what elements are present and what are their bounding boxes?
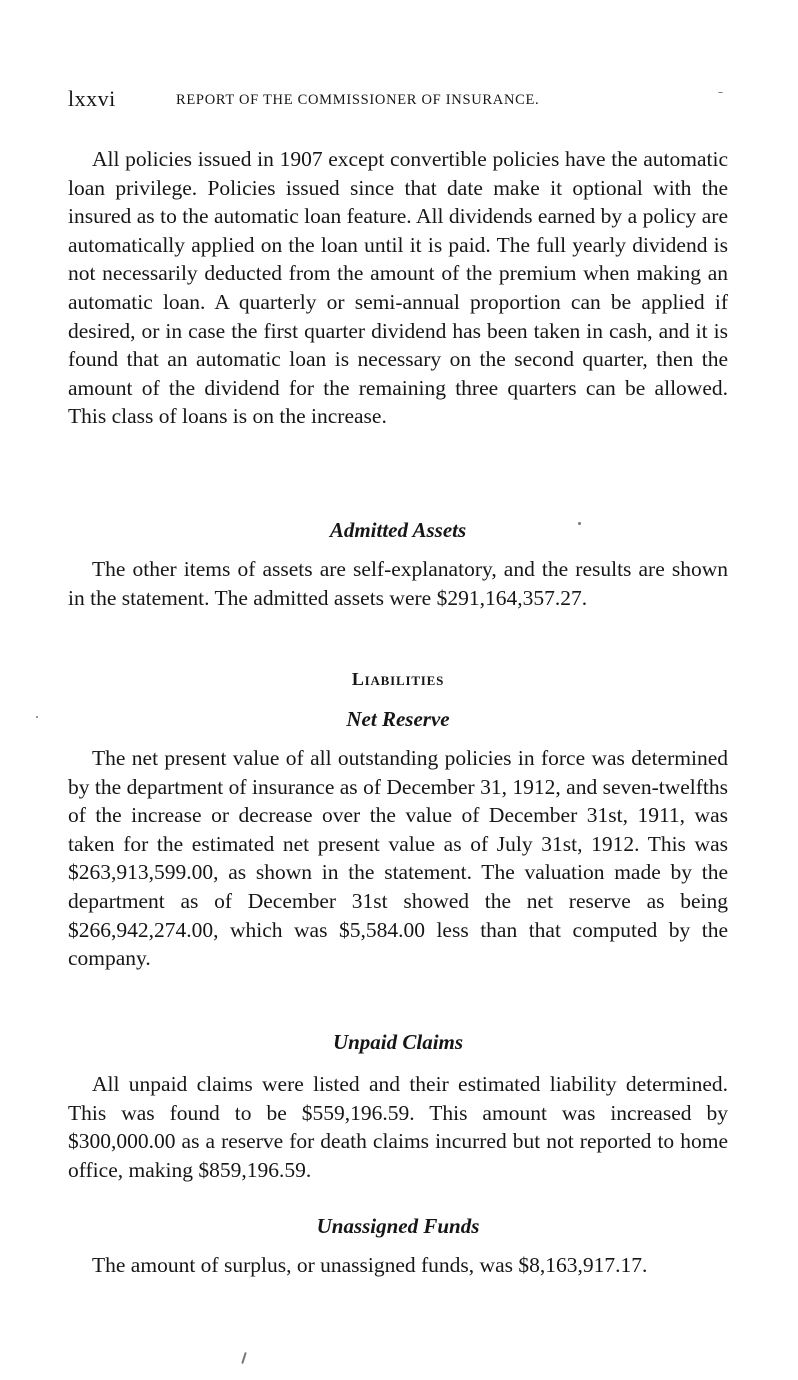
unpaid-claims-heading: Unpaid Claims [332, 1030, 464, 1054]
loans-paragraph: All policies issued in 1907 except convertible policies have the automatic loan privilege. Policies issued since that date make it optional with the insured as to the automatic loan feature. All dividends earned by a policy are automatically applied on the loan until it is paid. The full yearly dividend is not necessarily deducted from the amount of the premium when making an automatic loan. A quarterly or semi-annual proportion can be applied if desired, or in case the first quarter dividend has been taken in cash, and it is found that an automatic loan is necessary on the second quarter, then the amount of the dividend for the remaining three quarters can be allowed. This class of loans is on the increase. [68, 147, 728, 429]
net-reserve-heading: Net Reserve [346, 707, 450, 731]
net-reserve-paragraph: The net present value of all outstanding policies in force was determined by the department of insurance as of December 31, 1912, and seven-twelfths of the increase or decrease over the value of December 31st, 1911, was taken for the estimated net present value as of July 31st, 1912. This was $263,913,599.00, as shown in the statement. The valuation made by the department as of December 31st showed the net reserve as being $266,942,274.00, which was $5,584.00 less than that computed by the company. [68, 746, 728, 971]
paper-speck [241, 1352, 247, 1364]
unpaid-claims-paragraph: All unpaid claims were listed and their estimated liability determined. This was found to be $559,196.59. This amount was increased by $300,000.00 as a reserve for death claims incurred but not reported to home office, making $859,196.59. [68, 1072, 728, 1182]
paper-speck [578, 522, 581, 525]
admitted-assets-heading: Admitted Assets [329, 518, 467, 542]
unassigned-funds-paragraph: The amount of surplus, or unassigned funds, was $8,163,917.17. [92, 1253, 648, 1277]
page-number: lxxvi [68, 86, 116, 111]
page-header [68, 86, 728, 116]
unassigned-funds-heading: Unassigned Funds [316, 1214, 480, 1238]
running-head: REPORT OF THE COMMISSIONER OF INSURANCE. [176, 92, 540, 108]
admitted-assets-paragraph: The other items of assets are self-explanatory, and the results are shown in the statement. The admitted assets were $291,164,357.27. [68, 557, 728, 610]
paper-speck [718, 92, 723, 93]
liabilities-heading: Liabilities [351, 669, 445, 689]
paper-speck [36, 716, 38, 718]
